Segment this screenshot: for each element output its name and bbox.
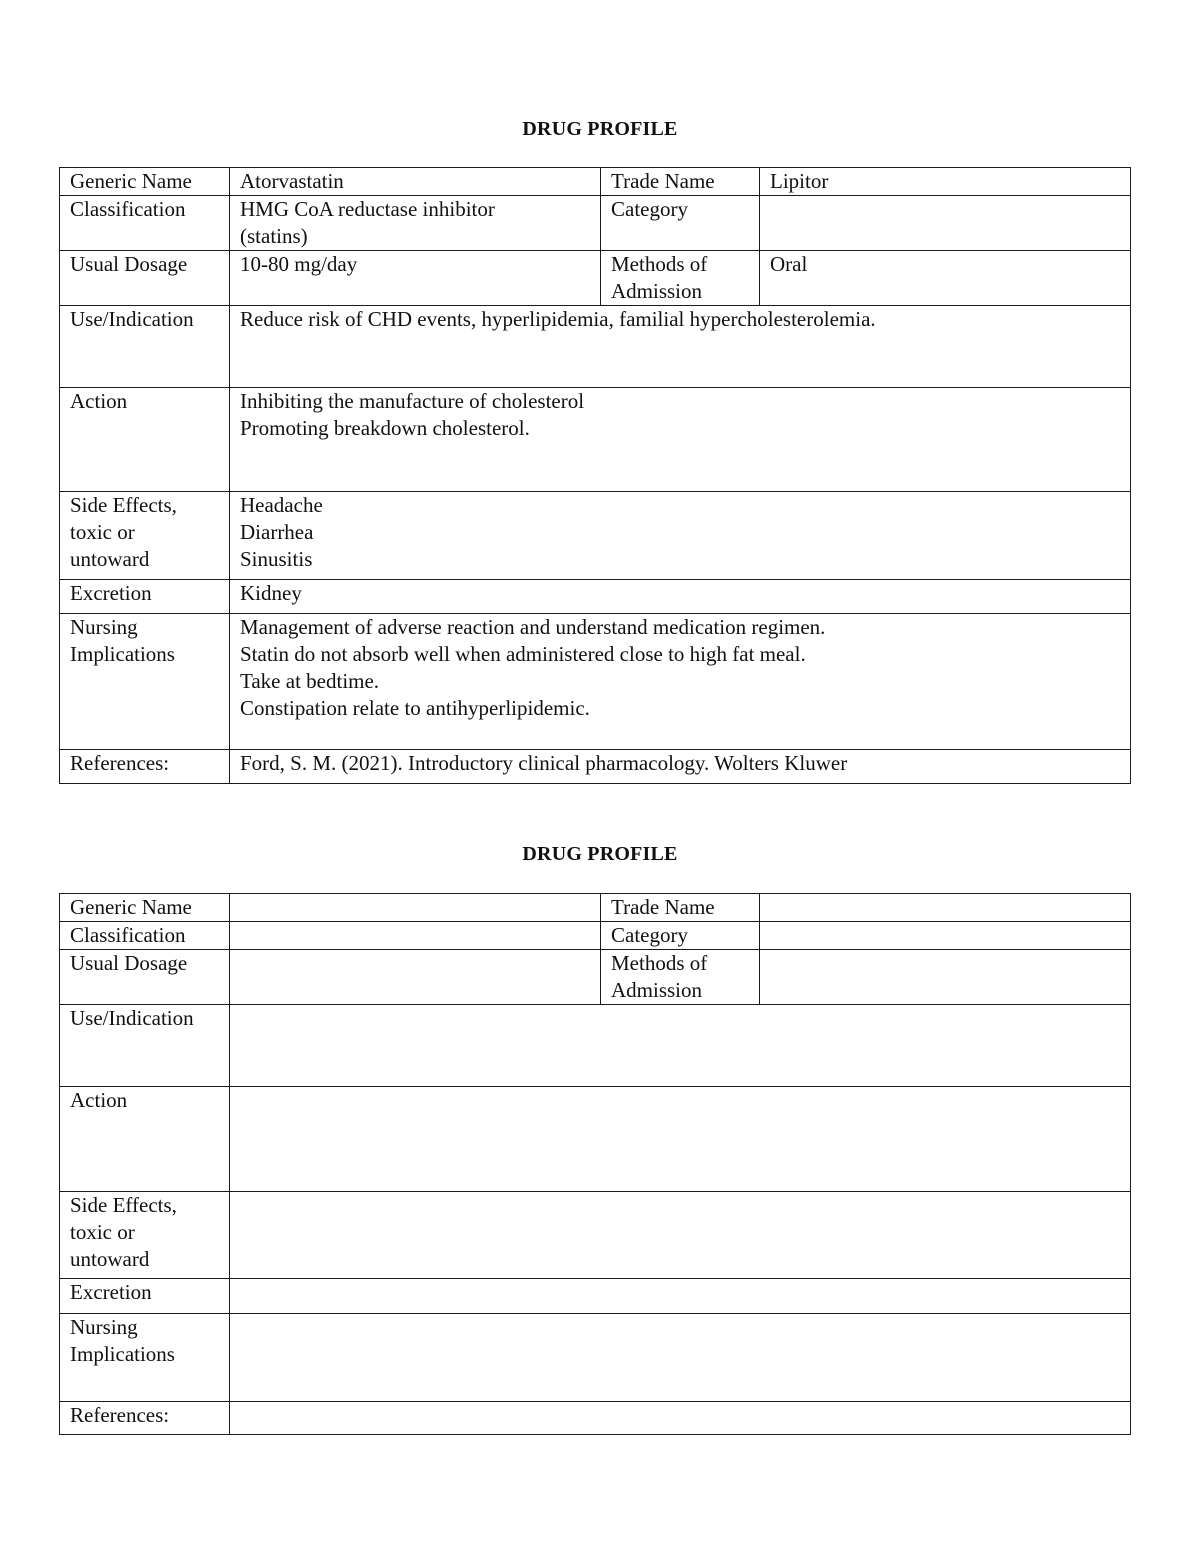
table-row (60, 1279, 1131, 1314)
side-effects-label: Side Effects, toxic or untoward (60, 492, 230, 580)
excretion-value: Kidney (230, 580, 1131, 614)
generic-name-label: Generic Name (60, 168, 230, 196)
action-label: Action (60, 1087, 230, 1192)
classification-value (230, 922, 601, 950)
table-row (60, 1314, 1131, 1402)
nursing-label: Nursing Implications (60, 1314, 230, 1402)
use-indication-value: Reduce risk of CHD events, hyperlipidemia, familial hypercholesterolemia. (230, 306, 1131, 388)
table-row (60, 196, 1131, 251)
references-value (230, 1402, 1131, 1435)
profile-1-title: DRUG PROFILE (522, 118, 678, 140)
category-label: Category (601, 922, 760, 950)
table-row (60, 950, 1131, 1005)
excretion-label: Excretion (60, 580, 230, 614)
table-row (60, 614, 1131, 750)
usual-dosage-value: 10-80 mg/day (230, 251, 601, 306)
table-row (60, 168, 1131, 196)
action-value: Inhibiting the manufacture of cholesterol Promoting breakdown cholesterol. (230, 388, 1131, 492)
table-row (60, 388, 1131, 492)
table-row (60, 1402, 1131, 1435)
table-row (60, 1192, 1131, 1279)
generic-name-value (230, 894, 601, 922)
references-label: References: (60, 1402, 230, 1435)
profile-2-title: DRUG PROFILE (522, 843, 678, 865)
trade-name-label: Trade Name (601, 168, 760, 196)
side-effects-value (230, 1192, 1131, 1279)
trade-name-label: Trade Name (601, 894, 760, 922)
methods-value (760, 950, 1131, 1005)
generic-name-value: Atorvastatin (230, 168, 601, 196)
excretion-value (230, 1279, 1131, 1314)
excretion-label: Excretion (60, 1279, 230, 1314)
drug-profile-table-2 (59, 893, 1131, 1435)
drug-profile-table-1 (59, 167, 1131, 784)
table-row (60, 922, 1131, 950)
methods-label: Methods of Admission (601, 950, 760, 1005)
usual-dosage-label: Usual Dosage (60, 950, 230, 1005)
side-effects-label: Side Effects, toxic or untoward (60, 1192, 230, 1279)
use-indication-label: Use/Indication (60, 1005, 230, 1087)
nursing-value (230, 1314, 1131, 1402)
side-effects-value: Headache Diarrhea Sinusitis (230, 492, 1131, 580)
nursing-value: Management of adverse reaction and understand medication regimen. Statin do not absorb well when administered close to high fat meal. Take at bedtime. Constipation relate to antihyperlipidemic. (230, 614, 1131, 750)
category-value (760, 922, 1131, 950)
methods-value: Oral (760, 251, 1131, 306)
table-row (60, 492, 1131, 580)
classification-value: HMG CoA reductase inhibitor (statins) (230, 196, 601, 251)
classification-label: Classification (60, 196, 230, 251)
table-row (60, 1005, 1131, 1087)
references-value: Ford, S. M. (2021). Introductory clinical pharmacology. Wolters Kluwer (230, 750, 1131, 784)
category-value (760, 196, 1131, 251)
trade-name-value (760, 894, 1131, 922)
table-row (60, 894, 1131, 922)
action-label: Action (60, 388, 230, 492)
generic-name-label: Generic Name (60, 894, 230, 922)
category-label: Category (601, 196, 760, 251)
table-row (60, 750, 1131, 784)
references-label: References: (60, 750, 230, 784)
table-row (60, 580, 1131, 614)
action-value (230, 1087, 1131, 1192)
table-row (60, 251, 1131, 306)
table-row (60, 306, 1131, 388)
trade-name-value: Lipitor (760, 168, 1131, 196)
nursing-label: Nursing Implications (60, 614, 230, 750)
use-indication-value (230, 1005, 1131, 1087)
usual-dosage-label: Usual Dosage (60, 251, 230, 306)
methods-label: Methods of Admission (601, 251, 760, 306)
classification-label: Classification (60, 922, 230, 950)
use-indication-label: Use/Indication (60, 306, 230, 388)
table-row (60, 1087, 1131, 1192)
usual-dosage-value (230, 950, 601, 1005)
